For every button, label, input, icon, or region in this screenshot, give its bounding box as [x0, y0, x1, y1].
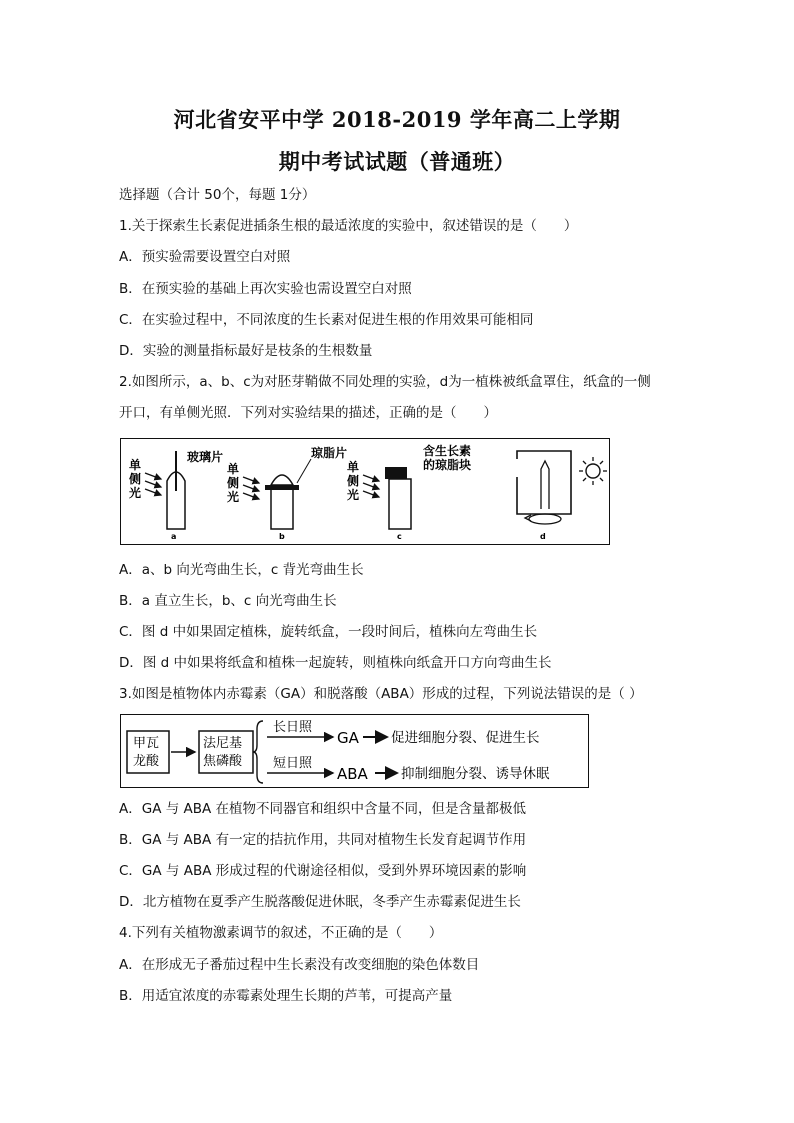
label-a: a [171, 532, 177, 541]
box1-line2: 龙酸 [133, 754, 160, 769]
q2-stem-line2: 开口，有单侧光照．下列对实验结果的描述，正确的是（ ） [119, 405, 497, 421]
ga-label: GA [337, 729, 359, 747]
sun-icon [586, 464, 600, 478]
q1-option-c: C．在实验过程中，不同浓度的生长素对促进生根的作用效果可能相同 [119, 312, 534, 328]
label-d: d [540, 532, 546, 541]
document-title-line1: 河北省安平中学 2018-2019 学年高二上学期 [173, 107, 621, 132]
light-label-c-1: 单 [347, 460, 360, 474]
setup-b [226, 445, 347, 541]
q4-stem: 4.下列有关植物激素调节的叙述，不正确的是（ ） [119, 925, 443, 941]
q2-option-d: D．图 d 中如果将纸盒和植株一起旋转，则植株向纸盒开口方向弯曲生长 [119, 655, 552, 671]
light-arrow-icon [243, 493, 259, 499]
hormone-pathway-diagram [121, 715, 588, 787]
short-day-label: 短日照 [273, 756, 313, 771]
box2-line1: 法尼基 [203, 736, 243, 751]
light-label-a-1: 单 [129, 458, 142, 472]
q2-stem-line1: 2.如图所示，a、b、c为对胚芽鞘做不同处理的实验，d为一植株被纸盒罩住，纸盒的一侧 [119, 374, 651, 390]
aba-label: ABA [337, 765, 368, 783]
q1-stem: 1.关于探索生长素促进插条生根的最适浓度的实验中，叙述错误的是（ ） [119, 218, 578, 234]
section-heading: 选择题（合计 50个，每题 1分） [119, 187, 316, 203]
document-title-line2: 期中考试试题（普通班） [278, 149, 516, 174]
box2-line2: 焦磷酸 [203, 754, 243, 769]
q3-option-d: D．北方植物在夏季产生脱落酸促进休眠，冬季产生赤霉素促进生长 [119, 894, 521, 910]
light-arrow-icon [363, 483, 379, 489]
label-b: b [279, 532, 285, 541]
aba-effect: 抑制细胞分裂、诱导休眠 [401, 766, 550, 782]
label-c: c [397, 532, 402, 541]
setup-a [128, 449, 223, 541]
setup-c [346, 443, 471, 541]
light-arrow-icon [363, 491, 379, 497]
light-arrow-icon [145, 489, 161, 495]
light-arrow-icon [243, 477, 259, 483]
agar-label: 琼脂片 [311, 446, 348, 460]
branch-brace [253, 721, 263, 783]
long-day-label: 长日照 [273, 720, 313, 735]
q4-option-b: B．用适宜浓度的赤霉素处理生长期的芦苇，可提高产量 [119, 988, 453, 1004]
light-arrow-icon [145, 481, 161, 487]
light-label-a-3: 光 [129, 486, 142, 500]
light-label-b-1: 单 [227, 462, 240, 476]
q1-option-d: D．实验的测量指标最好是枝条的生根数量 [119, 343, 373, 359]
q1-option-b: B．在预实验的基础上再次实验也需设置空白对照 [119, 281, 412, 297]
coleoptile-b-base [271, 489, 293, 529]
box1-line1: 甲瓦 [133, 736, 160, 751]
auxin-label-2: 的琼脂块 [423, 458, 472, 472]
q4-option-a: A．在形成无子番茄过程中生长素没有改变细胞的染色体数目 [119, 957, 480, 973]
glass-label: 玻璃片 [187, 450, 224, 464]
light-label-b-3: 光 [227, 490, 240, 504]
light-label-a-2: 侧 [129, 472, 142, 486]
q3-option-a: A．GA 与 ABA 在植物不同器官和组织中含量不同，但是含量都极低 [119, 801, 527, 817]
light-label-c-3: 光 [347, 488, 360, 502]
light-label-b-2: 侧 [227, 476, 240, 490]
coleoptile-diagram [121, 439, 609, 544]
q2-option-b: B．a 直立生长，b、c 向光弯曲生长 [119, 593, 337, 609]
ga-effect: 促进细胞分裂、促进生长 [391, 730, 540, 746]
q1-option-a: A．预实验需要设置空白对照 [119, 249, 291, 265]
agar-pointer [297, 459, 311, 483]
q3-figure [120, 714, 589, 788]
light-arrow-icon [145, 473, 161, 479]
light-arrow-icon [363, 475, 379, 481]
auxin-agar-block [385, 467, 407, 479]
q2-figure [120, 438, 610, 545]
q3-option-c: C．GA 与 ABA 形成过程的代谢途径相似，受到外界环境因素的影响 [119, 863, 527, 879]
q2-option-a: A．a、b 向光弯曲生长，c 背光弯曲生长 [119, 562, 364, 578]
rotation-arrow-icon [529, 514, 561, 524]
q2-option-c: C．图 d 中如果固定植株，旋转纸盒，一段时间后，植株向左弯曲生长 [119, 624, 538, 640]
plant-shoot [541, 461, 549, 509]
light-label-c-2: 侧 [347, 474, 360, 488]
coleoptile-b-tip [271, 475, 293, 485]
setup-d [517, 451, 607, 541]
q3-stem: 3.如图是植物体内赤霉素（GA）和脱落酸（ABA）形成的过程，下列说法错误的是（ ） [119, 686, 643, 702]
coleoptile-c [389, 479, 411, 529]
light-arrow-icon [243, 485, 259, 491]
q3-option-b: B．GA 与 ABA 有一定的拮抗作用，共同对植物生长发育起调节作用 [119, 832, 527, 848]
auxin-label-1: 含生长素 [423, 444, 472, 458]
